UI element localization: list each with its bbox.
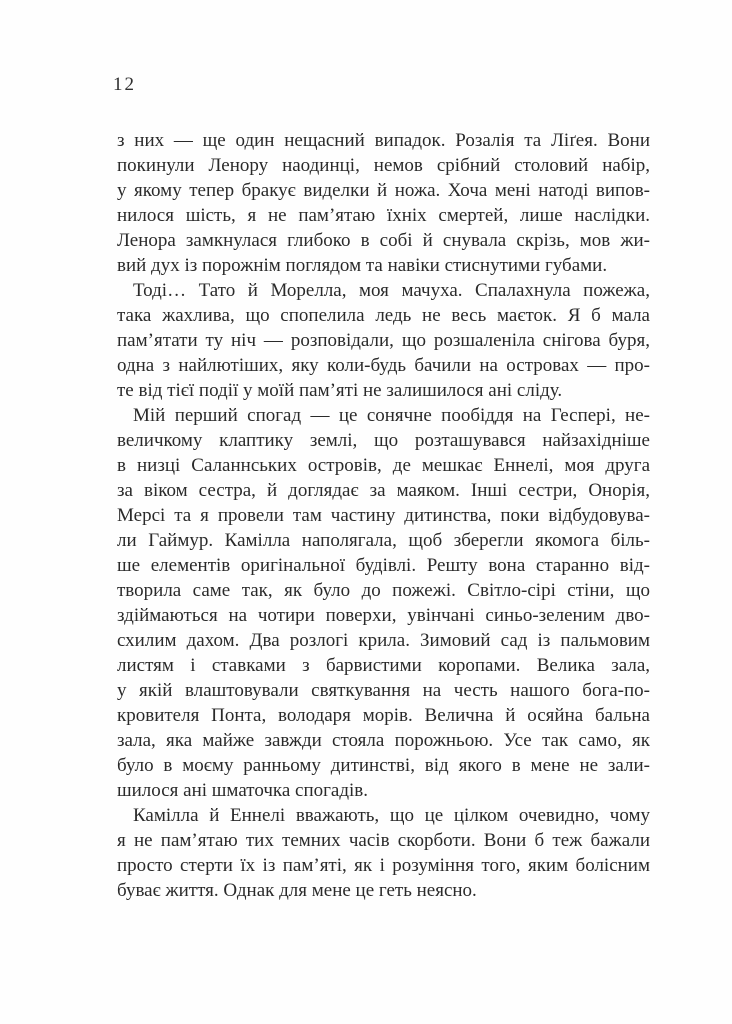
text-line: просто стерти їх із пам’яті, як і розуміння того, яким болісним xyxy=(117,855,650,876)
text-line: одна з найлютіших, яку коли-будь бачили на островах — про- xyxy=(117,355,650,376)
text-line: у якому тепер бракує виделки й ножа. Хоча мені натоді випов- xyxy=(117,180,650,201)
text-line: Камілла й Еннелі вважають, що це цілком очевидно, чому xyxy=(133,805,650,826)
text-line: здіймаються на чотири поверхи, увінчані синьо-зеленим дво- xyxy=(117,605,650,626)
text-line: Мерсі та я провели там частину дитинства, поки відбудовува- xyxy=(117,505,650,526)
text-line: кровителя Понта, володаря морів. Велична й осяйна бальна xyxy=(117,705,650,726)
text-line: листям і ставками з барвистими коропами. Велика зала, xyxy=(117,655,650,676)
text-line: ше елементів оригінальної будівлі. Решту вона старанно від- xyxy=(117,555,650,576)
text-line: було в моєму ранньому дитинстві, від якого в мене не зали- xyxy=(117,755,650,776)
text-line: Тоді… Тато й Морелла, моя мачуха. Спалахнула пожежа, xyxy=(133,280,650,301)
text-line: у якій влаштовували святкування на честь нашого бога-по- xyxy=(117,680,650,701)
text-line: в низці Саланнських островів, де мешкає Еннелі, моя друга xyxy=(117,455,650,476)
text-line: вий дух із порожнім поглядом та навіки стиснутими губами. xyxy=(117,255,608,276)
text-line: величкому клаптику землі, що розташувався найзахідніше xyxy=(117,430,650,451)
text-line: Мій перший спогад — це сонячне пообіддя на Геспері, не- xyxy=(133,405,650,426)
text-line: зала, яка майже завжди стояла порожньою. Усе так само, як xyxy=(117,730,650,751)
text-line: нилося шість, я не пам’ятаю їхніх смертей, лише наслідки. xyxy=(117,205,650,226)
text-line: Ленора замкнулася глибоко в собі й снувала скрізь, мов жи- xyxy=(117,230,650,251)
paragraph xyxy=(117,128,650,278)
text-line: шилося ані шматочка спогадів. xyxy=(117,780,369,801)
paragraph xyxy=(117,803,650,903)
text-line: творила саме так, як було до пожежі. Світло-сірі стіни, що xyxy=(117,580,650,601)
text-line: те від тієї події у моїй пам’яті не залишилося ані сліду. xyxy=(117,380,563,401)
text-block xyxy=(117,128,650,903)
text-line: за віком сестра, й доглядає за маяком. Інші сестри, Онорія, xyxy=(117,480,650,501)
text-line: я не пам’ятаю тих темних часів скорботи. Вони б теж бажали xyxy=(117,830,650,851)
page-number: 12 xyxy=(113,74,136,95)
paragraph xyxy=(117,278,650,403)
paragraph xyxy=(117,403,650,803)
text-line: пам’ятати ту ніч — розповідали, що розшаленіла снігова буря, xyxy=(117,330,650,351)
text-line: покинули Ленору наодинці, немов срібний столовий набір, xyxy=(117,155,650,176)
text-line: буває життя. Однак для мене це геть неясно. xyxy=(117,880,477,901)
text-line: з них — ще один нещасний випадок. Розалія та Ліґея. Вони xyxy=(117,130,650,151)
text-line: схилим дахом. Два розлогі крила. Зимовий сад із пальмовим xyxy=(117,630,650,651)
text-line: ли Гаймур. Камілла наполягала, щоб зберегли якомога біль- xyxy=(117,530,650,551)
text-line: така жахлива, що спопелила ледь не весь маєток. Я б мала xyxy=(117,305,650,326)
